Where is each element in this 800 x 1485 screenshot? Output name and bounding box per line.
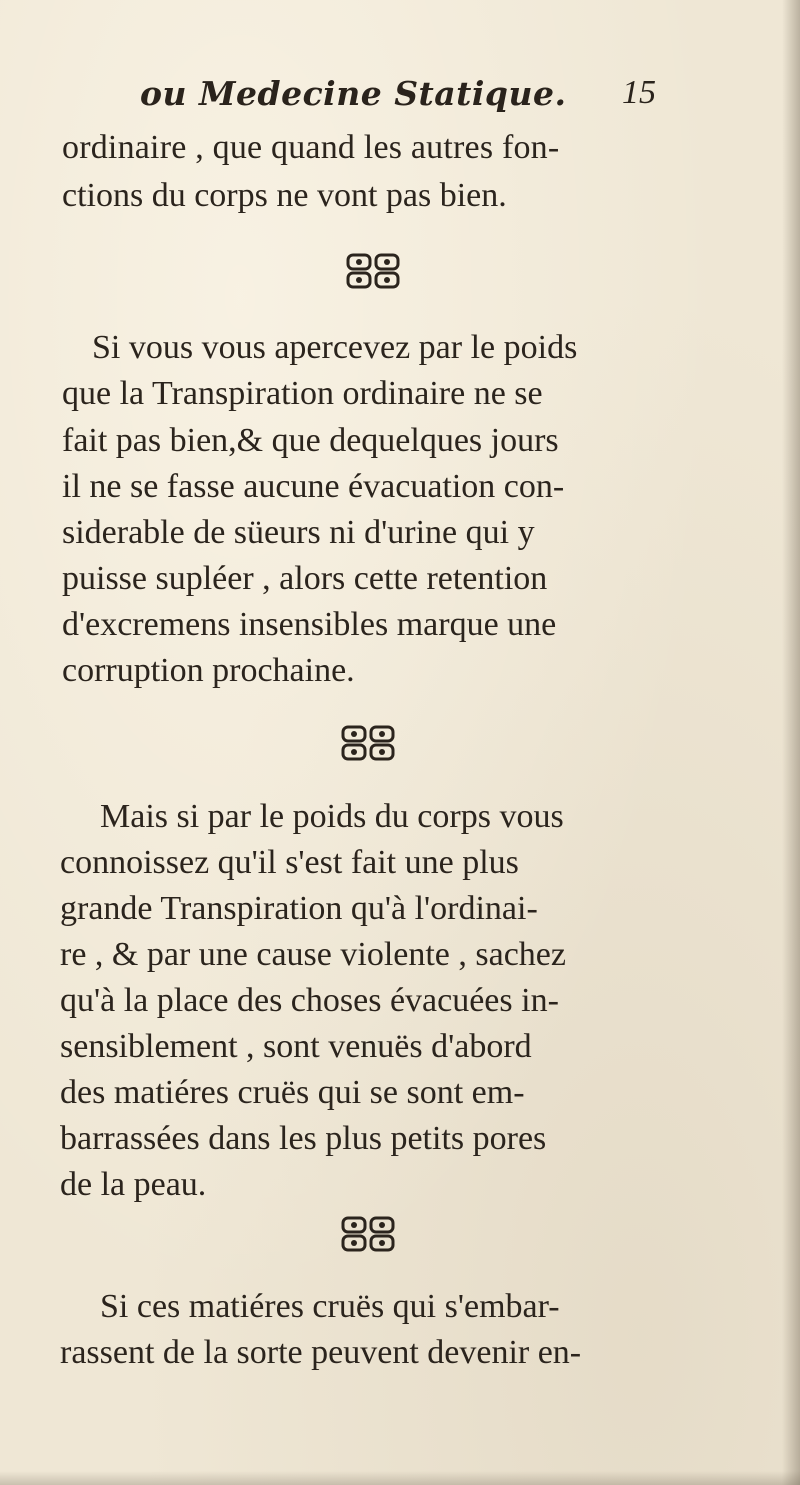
fleuron-ornament-icon	[340, 1215, 396, 1253]
text-line: re , & par une cause violente , sachez	[60, 936, 566, 973]
text-line: siderable de süeurs ni d'urine qui y	[62, 514, 535, 551]
text-line: que la Transpiration ordinaire ne se	[62, 375, 543, 412]
fleuron-ornament-icon	[340, 724, 396, 762]
text-line: barrassées dans les plus petits pores	[60, 1120, 547, 1157]
text-line: qu'à la place des choses évacuées in-	[60, 982, 559, 1019]
running-title: ou Medecine Statique.	[140, 74, 567, 113]
text-line: de la peau.	[60, 1166, 207, 1203]
text-line: sensiblement , sont venuës d'abord	[60, 1028, 532, 1065]
page-bottom-shadow	[0, 1471, 800, 1485]
text-line: Si vous vous apercevez par le poids	[92, 329, 578, 366]
text-line: ordinaire , que quand les autres fon-	[62, 129, 560, 166]
text-line: d'excremens insensibles marque une	[62, 606, 557, 643]
text-line: Si ces matiéres cruës qui s'embar-	[100, 1288, 560, 1325]
page-edge-shadow	[782, 0, 800, 1485]
text-line: il ne se fasse aucune évacuation con-	[62, 468, 565, 505]
text-line: rassent de la sorte peuvent devenir en-	[60, 1334, 582, 1371]
text-line: grande Transpiration qu'à l'ordinai-	[60, 890, 538, 927]
text-line: Mais si par le poids du corps vous	[100, 798, 564, 835]
fleuron-ornament-icon	[345, 252, 401, 290]
text-line: ctions du corps ne vont pas bien.	[62, 177, 507, 214]
text-line: connoissez qu'il s'est fait une plus	[60, 844, 519, 881]
page-number: 15	[622, 74, 656, 111]
text-line: fait pas bien,& que dequelques jours	[62, 422, 559, 459]
text-line: corruption prochaine.	[62, 652, 355, 689]
text-line: des matiéres cruës qui se sont em-	[60, 1074, 525, 1111]
text-line: puisse supléer , alors cette retention	[62, 560, 548, 597]
